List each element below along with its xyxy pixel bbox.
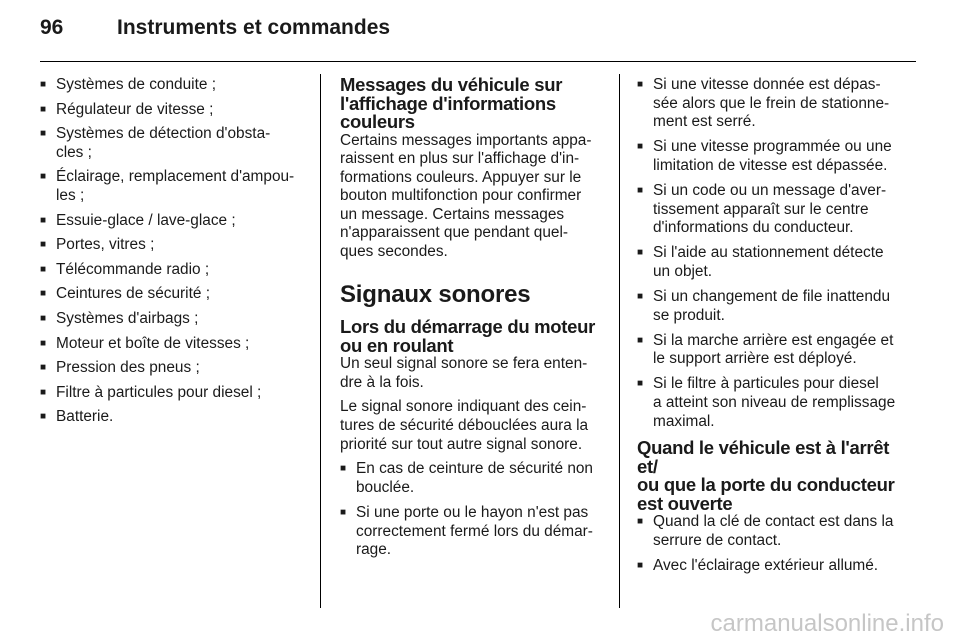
list-item: ■ Moteur et boîte de vitesses ; (40, 335, 310, 354)
column-divider-1 (320, 74, 321, 608)
list-item: ■ Si une vitesse programmée ou une limitation de vitesse est dépassée. (637, 138, 907, 175)
watermark: carmanualsonline.info (710, 610, 944, 637)
paragraph-single-signal: Un seul signal sonore se fera enten- dre à la fois. (340, 355, 588, 391)
subsection-heading-arret: Quand le véhicule est à l'arrêt et/ ou que la porte du conducteur est ouverte (637, 437, 895, 514)
list-item: ■ Portes, vitres ; (40, 236, 310, 255)
section-heading-messages: Messages du véhicule sur l'affichage d'informations couleurs (340, 74, 563, 132)
arret-list (637, 513, 907, 575)
list-item: ■ Éclairage, remplacement d'ampou- les ; (40, 168, 310, 205)
list-item: ■ Si un changement de file inattendu se produit. (637, 288, 907, 325)
list-item: ■ Si l'aide au stationnement détecte un objet. (637, 244, 907, 281)
list-item: ■ Télécommande radio ; (40, 261, 310, 280)
list-item: ■ Régulateur de vitesse ; (40, 101, 310, 120)
list-item: ■ Si le filtre à particules pour diesel a atteint son niveau de remplissage maximal. (637, 375, 907, 431)
chapter-title: Instruments et commandes (117, 16, 391, 39)
list-item: ■ Filtre à particules pour diesel ; (40, 384, 310, 403)
list-item: ■ Batterie. (40, 408, 310, 427)
topics-list (40, 76, 310, 427)
list-item: ■ Si un code ou un message d'aver- tissement apparaît sur le centre d'informations du conducteur. (637, 182, 907, 238)
column-right (637, 76, 907, 582)
list-item: ■ Si une porte ou le hayon n'est pas correctement fermé lors du démar- rage. (340, 504, 605, 560)
page-number: 96 (40, 16, 64, 39)
paragraph-messages: Certains messages importants appa- raissent en plus sur l'affichage d'in- formations couleurs. Appuyer sur le bouton multifonction pour confirmer un message. Certains messages n'apparaissent que pendant quel- ques secondes. (340, 131, 592, 261)
conditions-list (637, 76, 907, 431)
paragraph-seatbelt-priority: Le signal sonore indiquant des cein- tures de sécurité débouclées aura la priorité sur tout autre signal sonore. (340, 398, 589, 453)
header-divider (40, 61, 916, 62)
list-item: ■ Essuie-glace / lave-glace ; (40, 212, 310, 231)
list-item: ■ Pression des pneus ; (40, 359, 310, 378)
column-left (40, 76, 310, 433)
list-item: ■ Quand la clé de contact est dans la serrure de contact. (637, 513, 907, 550)
list-item: ■ Avec l'éclairage extérieur allumé. (637, 557, 907, 576)
column-divider-2 (619, 74, 620, 608)
list-item: ■ Si la marche arrière est engagée et le support arrière est déployé. (637, 332, 907, 369)
list-item: ■ Systèmes de détection d'obsta- cles ; (40, 125, 310, 162)
demarrage-list (340, 460, 605, 559)
section-title-signaux-sonores: Signaux sonores (340, 280, 531, 308)
list-item: ■ En cas de ceinture de sécurité non bouclée. (340, 460, 605, 497)
list-item: ■ Systèmes de conduite ; (40, 76, 310, 95)
list-item: ■ Si une vitesse donnée est dépas- sée alors que le frein de stationne- ment est serré. (637, 76, 907, 132)
column-middle (340, 76, 605, 566)
subsection-heading-demarrage: Lors du démarrage du moteur ou en roulant (340, 316, 596, 356)
page-header (40, 16, 920, 48)
list-item: ■ Systèmes d'airbags ; (40, 310, 310, 329)
list-item: ■ Ceintures de sécurité ; (40, 285, 310, 304)
